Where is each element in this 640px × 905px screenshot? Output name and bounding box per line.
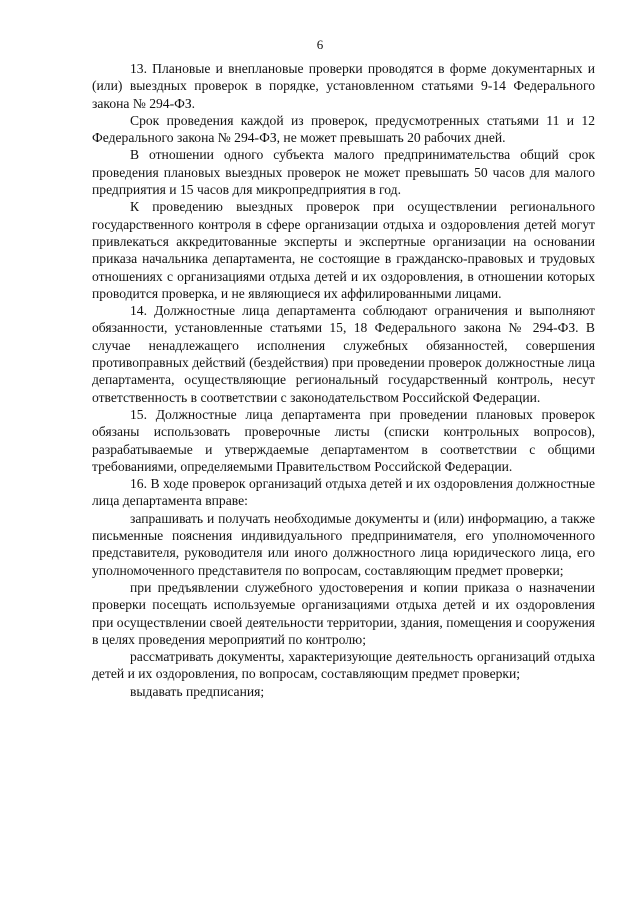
paragraph-inspection-duration: Срок проведения каждой из проверок, предусмотренных статьями 11 и 12 Федерального закона № 294-ФЗ, не может превышать 20 рабочих дней. bbox=[92, 112, 595, 146]
paragraph-14: 14. Должностные лица департамента соблюдают ограничения и выполняют обязанности, установленные статьями 15, 18 Федерального закона № 294-ФЗ. В случае ненадлежащего исполнения служебных обязанностей, совершения противоправных действий (бездействия) при проведении проверок должностные лица департамента, осуществляющие региональный государственный контроль, несут ответственность в соответствии с законодательством Российской Федерации. bbox=[92, 303, 595, 405]
paragraph-small-business-limit: В отношении одного субъекта малого предпринимательства общий срок проведения плановых выездных проверок не может превышать 50 часов для малого предприятия и 15 часов для микропредприятия в год. bbox=[92, 147, 595, 198]
list-item-issue-orders: выдавать предписания; bbox=[130, 683, 265, 699]
document-body bbox=[92, 60, 595, 700]
page-number: 6 bbox=[316, 37, 324, 52]
paragraph-experts-involvement: К проведению выездных проверок при осуществлении регионального государственного контроля в сфере организации отдыха и оздоровления детей могут привлекаться аккредитованные эксперты и экспертные организации на основании приказа начальника департамента, не состоящие в гражданско-правовых и трудовых отношениях с организациями отдыха детей и их оздоровления, в отношении которых проводится проверка, и не являющиеся их аффилированными лицами. bbox=[92, 199, 595, 301]
paragraph-13: 13. Плановые и внеплановые проверки проводятся в форме документарных и (или) выездных проверок в порядке, установленном статьями 9-14 Федерального закона № 294-ФЗ. bbox=[92, 61, 595, 111]
list-item-visit-premises: при предъявлении служебного удостоверения и копии приказа о назначении проверки посещать используемые организациями отдыха детей и их оздоровления при осуществлении своей деятельности территории, здания, помещения и сооружения в целях проведения мероприятий по контролю; bbox=[92, 579, 595, 647]
list-item-request-documents: запрашивать и получать необходимые документы и (или) информацию, а также письменные пояснения индивидуального предпринимателя, его уполномоченного представителя, руководителя или иного должностного лица юридического лица, его уполномоченного представителя по вопросам, составляющим предмет проверки; bbox=[92, 510, 595, 578]
paragraph-16: 16. В ходе проверок организаций отдыха детей и их оздоровления должностные лица департамента вправе: bbox=[92, 476, 595, 509]
paragraph-15: 15. Должностные лица департамента при проведении плановых проверок обязаны использовать проверочные листы (списки контрольных вопросов), разрабатываемые и утверждаемые департаментом в соответствии с общими требованиями, определяемыми Правительством Российской Федерации. bbox=[92, 406, 595, 474]
list-item-review-documents: рассматривать документы, характеризующие деятельность организаций отдыха детей и их оздоровления, по вопросам, составляющим предмет проверки; bbox=[92, 649, 595, 682]
